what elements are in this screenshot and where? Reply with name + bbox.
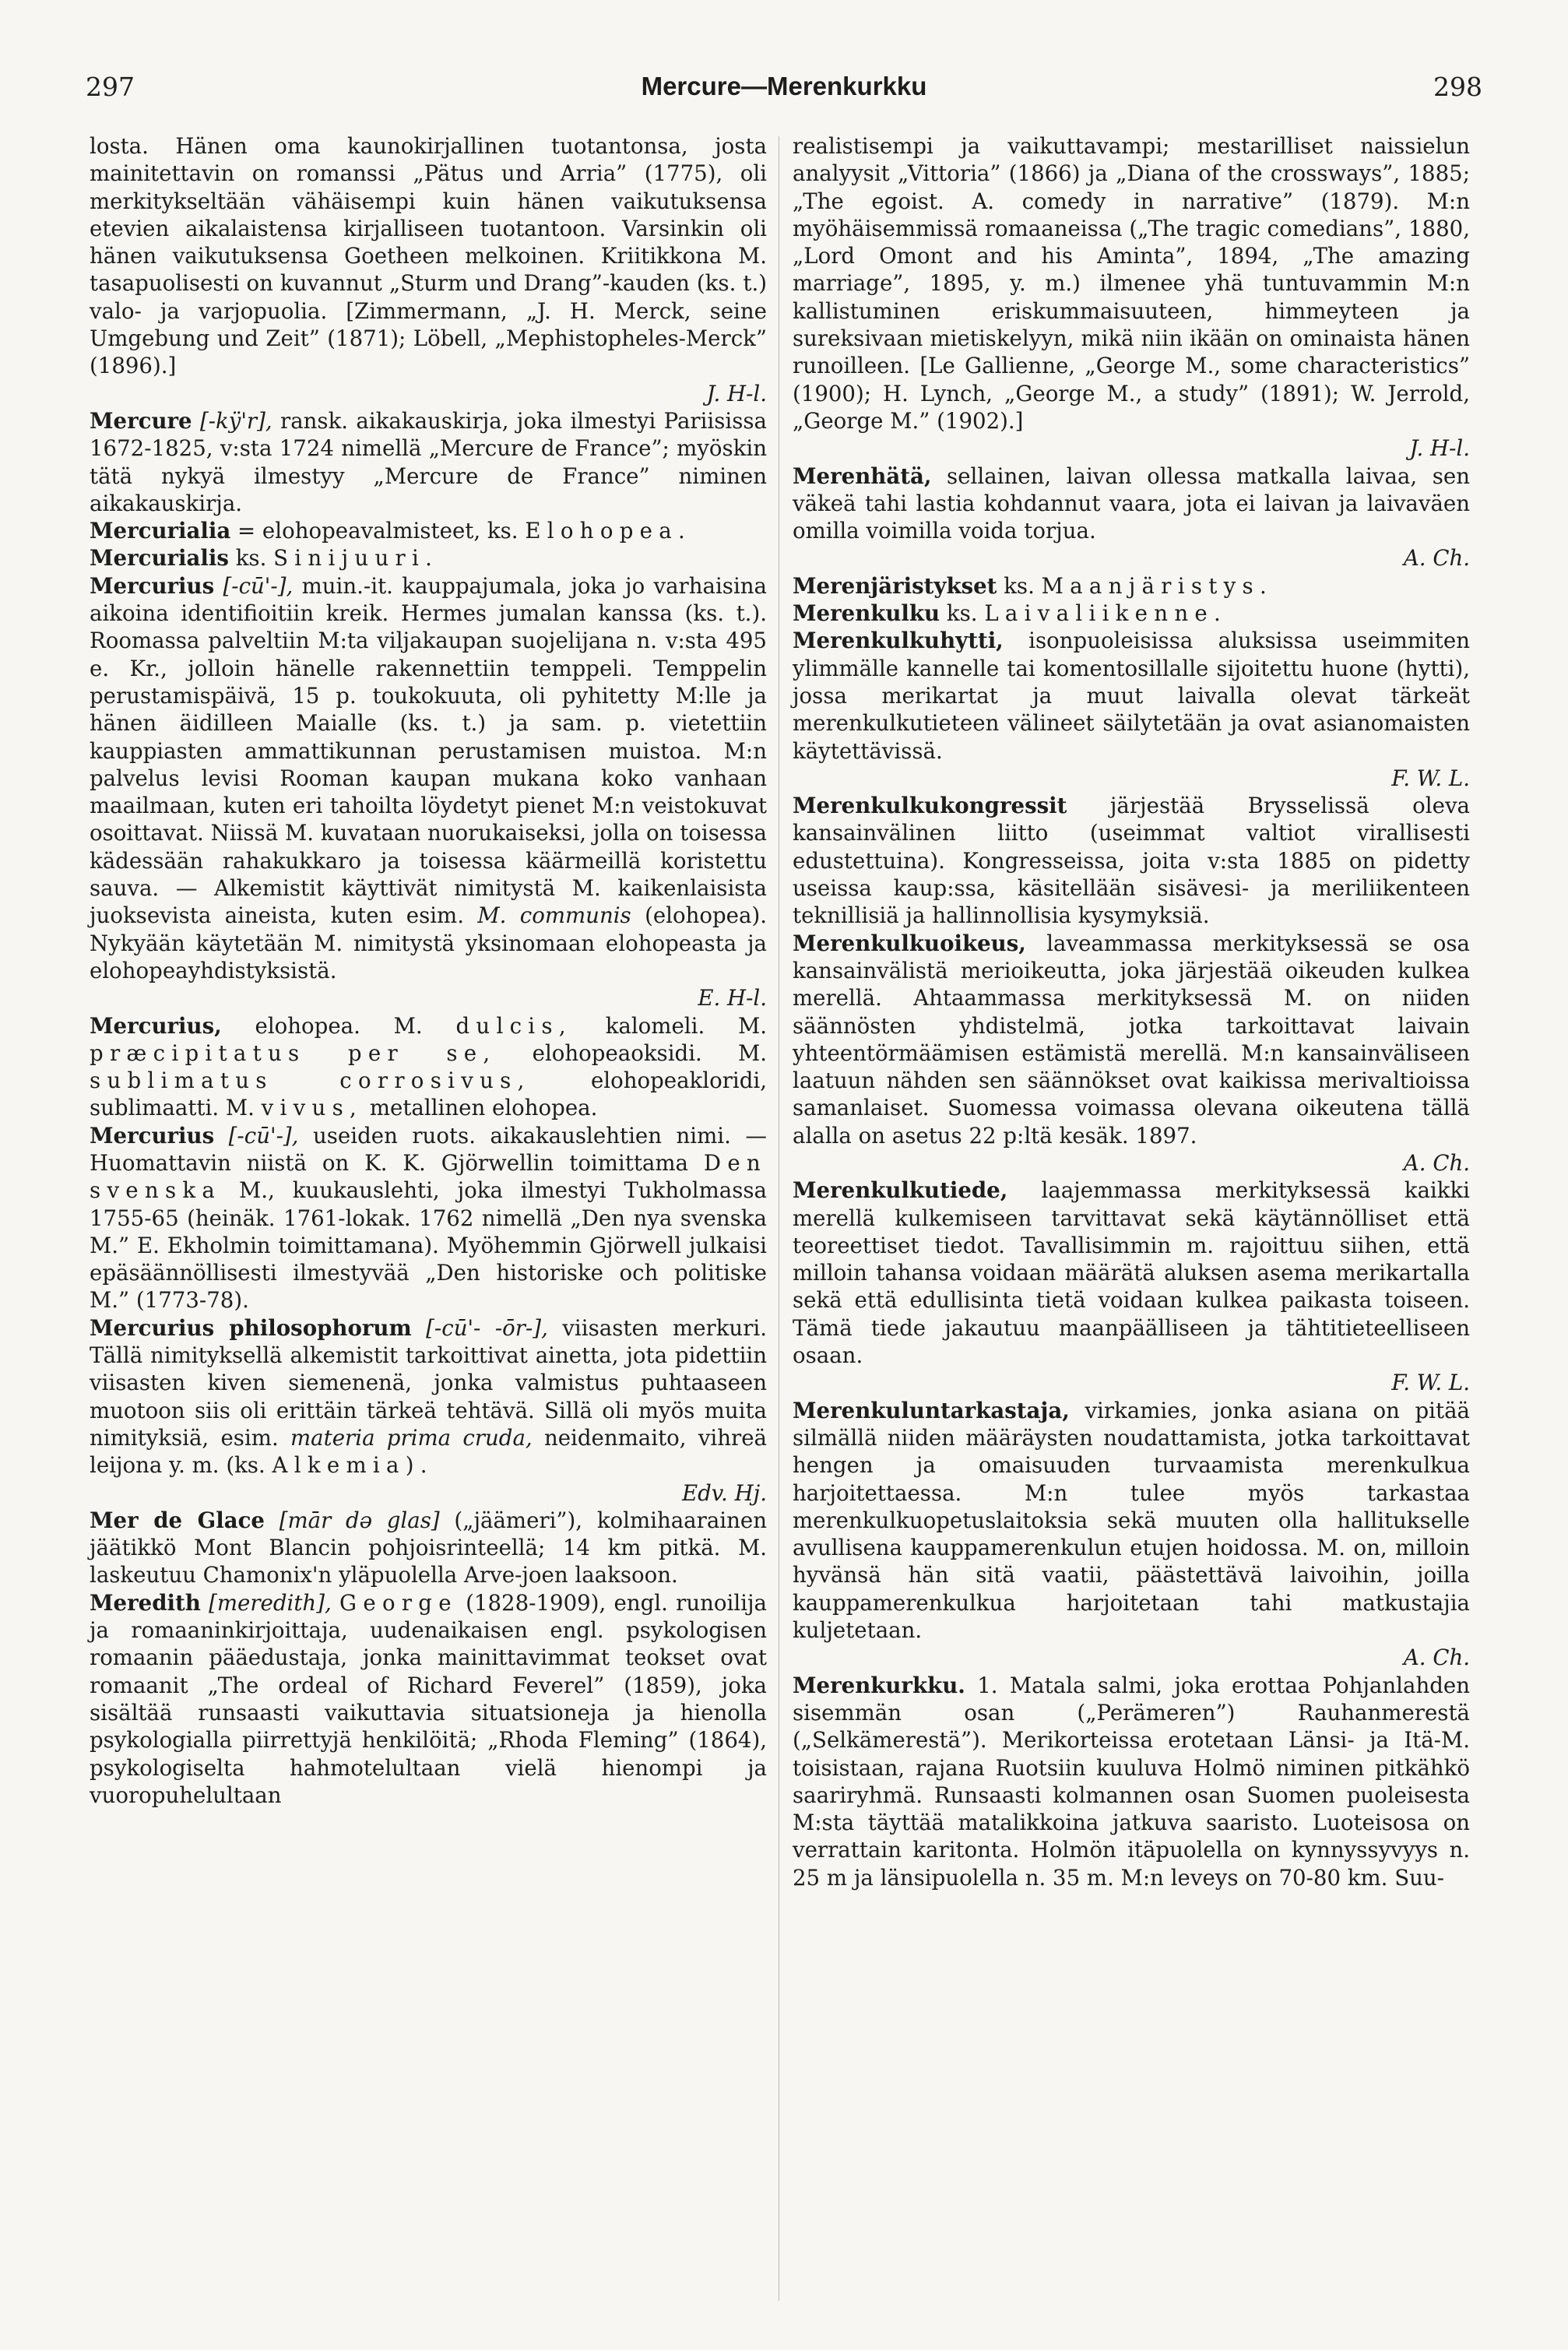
entry-text: useiden ruots. aikakauslehtien nimi. — Huomattavin niistä on K. K. Gjörwellin toimittama: [90, 1122, 768, 1176]
page-number-right: 298: [1433, 72, 1482, 102]
page-number-left: 297: [86, 72, 135, 102]
spaced-term: Den svenska: [90, 1149, 767, 1204]
entry-text: 1. Matala salmi, joka erottaa Pohjanlahden sisemmän osan („Perämeren”) Rauhanmerestä („Selkämerestä”). Merikorteissa erotetaan Länsi- ja Itä-M. toisistaan, rajana Ruotsiin kuuluva Holmö niminen pitkähkö saariryhmä. Runsaasti kolmannen osan Suomen puoleisesta M:sta täyttää matalikkoina jatkuva saaristo. Luoteisosa on verrattain karitonta. Holmön itäpuolella on kynnyssyvyys n. 25 m ja länsipuolella n. 35 m. M:n leveys on 70-80 km. Suu-: [793, 1672, 1470, 1891]
author-signature: A. Ch.: [1403, 1149, 1470, 1176]
cross-reference: Elohopea.: [525, 518, 692, 544]
headword: Merenkulkukongressit: [793, 793, 1067, 819]
pronunciation: [-kÿ'r],: [199, 407, 272, 434]
entry-meredith-continued: [793, 132, 1470, 463]
headword: Mercurialis: [90, 545, 229, 572]
author-signature: A. Ch.: [1403, 545, 1470, 572]
entry-text: M., kuukauslehti, joka ilmestyi Tukholmassa 1755-65 (heinäk. 1761-lokak. 1762 nimellä „Den nya svenska M.” E. Ekholmin toimittamana). Myöhemmin Gjörwell julkaisi epäsäännöllisesti ilmestyvää „Den historiske och politiske M.” (1773-78).: [90, 1177, 767, 1314]
entry-text: metallinen elohopea.: [369, 1095, 598, 1121]
left-column: [90, 132, 767, 1809]
entry-merenkuluntarkastaja: [793, 1397, 1470, 1672]
cross-reference: Maanjäristys.: [1041, 572, 1274, 599]
entry-text: = elohopeavalmisteet, ks.: [237, 518, 519, 544]
spaced-term: George: [339, 1589, 458, 1616]
entry-text: ks.: [1004, 572, 1035, 599]
pronunciation: [-cū'- -ōr-],: [426, 1314, 548, 1341]
entry-mercurius-journal: [90, 1122, 767, 1314]
entry-text: elohopea. M.: [255, 1012, 423, 1039]
cross-reference: Sinijuuri.: [273, 545, 439, 572]
entry-text: laveammassa merkityksessä se osa kansainvälistä merioikeutta, joka järjestää oikeuden kulkea merellä. Ahtaammassa merkityksessä M. on niiden säännösten yhdistelmä, jotka tarkoittavat laivain yhteentörmäämisen estämistä merellä. M:n kansainväliseen laatuun nähden sen säännökset ovat kaikissa merivaltioissa samanlaiset. Suomessa voimassa olevana oikeutena tällä alalla on asetus 22 p:ltä kesäk. 1897.: [793, 930, 1470, 1149]
entry-mercurialia: [90, 517, 767, 544]
author-signature: E. H-l.: [698, 985, 767, 1011]
entry-text: viisasten merkuri. Tällä nimityksellä alkemistit tarkoittivat ainetta, jota pidettiin viisasten kiven siemenenä, jonka valmistus puhtaaseen muotoon siis oli erittäin tärkeä tehtävä. Sillä oli myös muita nimityksiä, esim.: [90, 1314, 767, 1451]
headword: Merenkuluntarkastaja,: [793, 1397, 1070, 1423]
author-signature: Edv. Hj.: [681, 1479, 767, 1506]
cross-reference: Laivaliikenne.: [984, 600, 1228, 627]
page-title: Mercure—Merenkurkku: [641, 72, 927, 100]
headword: Merenkulkuoikeus,: [793, 930, 1026, 956]
spaced-term: præcipitatus per se,: [90, 1040, 497, 1066]
entry-text: isonpuoleisissa aluksissa useimmiten ylimmälle kannelle tai komentosillalle sijoitettu huone (hytti), jossa merikartat ja muut laivalla olevat tärkeät merenkulkutieteen välineet säilytetään ja ovat asianomaisten käytettävissä.: [793, 628, 1470, 764]
headword: Mer de Glace: [90, 1507, 265, 1533]
entry-text: losta. Hänen oma kaunokirjallinen tuotantonsa, josta mainitettavin on romanssi „Pätus und Arria” (1775), oli merkitykseltään vähäisempi kuin hänen vaikutuksensa etevien aikalaistensa kirjalliseen tuotantoon. Varsinkin oli hänen vaikutuksensa Goetheen melkoinen. Kriitikkona M. tasapuolisesti on kuvannut „Sturm und Drang”-kauden (ks. t.) valo- ja varjopuolia. [Zimmermann, „J. H. Merck, seine Umgebung und Zeit” (1871); Löbell, „Mephistopheles-Merck” (1896).]: [90, 133, 767, 379]
entry-mercurius-god: [90, 572, 767, 1012]
author-signature: F. W. L.: [1391, 1370, 1470, 1396]
entry-merenkulku: [793, 600, 1470, 627]
headword: Mercurius,: [90, 1012, 222, 1039]
entry-merenkulkuoikeus: [793, 930, 1470, 1177]
entry-text: sellainen, laivan ollessa matkalla laivaa, sen väkeä tahi lastia kohdannut vaara, jota ei laivan ja laivaväen omilla voimilla voida torjua.: [793, 463, 1470, 544]
author-signature: F. W. L.: [1391, 765, 1470, 791]
entry-text: ks.: [946, 600, 978, 627]
entry-text: ransk. aikakauskirja, joka ilmestyi Pariisissa 1672-1825, v:sta 1724 nimellä „Mercure de France”; myöskin tätä nykyä ilmestyy „Mercure de France” niminen aikakauskirja.: [90, 407, 767, 516]
spaced-term: vivus,: [261, 1095, 364, 1121]
headword: Mercurius philosophorum: [90, 1314, 412, 1341]
entry-text: neidenmaito, vihreä leijona y. m. (ks.: [90, 1424, 767, 1479]
entry-merenkulkutiede: [793, 1177, 1470, 1396]
entry-text: järjestää Brysselissä oleva kansainvälinen liitto (useimmat valtiot virallisesti edustettuina). Kongresseissa, joita v:sta 1885 on pidetty useissa kaup:ssa, käsitellään sisävesi- ja meriliikenteen teknillisiä ja hallinnollisia kysymyksiä.: [793, 793, 1470, 929]
headword: Merenjäristykset: [793, 572, 997, 599]
entry-text: elohopeaoksidi. M.: [532, 1040, 767, 1066]
entry-text: (1828-1909), engl. runoilija ja romaaninkirjoittaja, uudenaikaisen engl. psykologisen romaanin pääedustaja, jonka mainittavimmat teokset ovat romaanit „The ordeal of Richard Feverel” (1859), joka sisältää runsaasti vaikuttavia situatsioneja ja hienolla psykologialla piirrettyjä henkilöitä; „Rhoda Fleming” (1864), psykologiselta hahmotelultaan vielä hienompi ja vuoropuhelultaan: [90, 1589, 767, 1808]
headword: Meredith: [90, 1589, 201, 1616]
author-signature: A. Ch.: [1403, 1645, 1470, 1671]
running-head: [86, 72, 1482, 118]
entry-merck-continued: [90, 132, 767, 407]
entry-mercurialis: [90, 544, 767, 572]
entry-merenjaristykset: [793, 572, 1470, 600]
headword: Merenkulku: [793, 600, 940, 627]
right-column: [793, 132, 1470, 1891]
entry-text: („jäämeri”), kolmihaarainen jäätikkö Mont Blancin pohjoisrinteellä; 14 km pitkä. M. laskeutuu Chamonix'n yläpuolella Arve-joen laaksoon.: [90, 1507, 767, 1588]
entry-merenkulkuhytti: [793, 627, 1470, 792]
entry-merenhata: [793, 463, 1470, 572]
italic-term: materia prima cruda,: [290, 1424, 533, 1451]
pronunciation: [-cū'-],: [228, 1122, 299, 1149]
entry-merenkurkku: [793, 1672, 1470, 1891]
entry-merenkulkukongressit: [793, 792, 1470, 929]
headword: Mercurialia: [90, 518, 231, 544]
entry-text: elohopeakloridi, sublimaatti. M.: [90, 1068, 767, 1121]
entry-mercure: [90, 407, 767, 517]
pronunciation: [meredith],: [209, 1589, 332, 1616]
entry-text: (elohopea). Nykyään käytetään M. nimitystä yksinomaan elohopeasta ja elohopeayhdistyksistä.: [90, 902, 767, 983]
author-signature: J. H-l.: [706, 380, 767, 406]
entry-text: virkamies, jonka asiana on pitää silmällä niiden määräysten noudattamista, jotka tarkoittavat hengen ja omaisuuden turvaamista merenkulkua harjoitettaessa. M:n tulee myös tarkastaa merenkulkuopetuslaitoksia sekä muuten olla hallitukselle avullisena kauppamerenkulun etujen hoidossa. M. on, milloin hyvänsä hän sitä vaatii, päästettävä laivoihin, joilla kauppamerenkulkua harjoitetaan tahi matkustajia kuljetetaan.: [793, 1397, 1470, 1644]
entry-meredith: [90, 1589, 767, 1809]
entry-text: laajemmassa merkityksessä kaikki merellä kulkemiseen tarvittavat sekä käytännölliset että teoreettiset tiedot. Tavallisimmin m. rajoittuu siihen, että milloin tahansa voidaan määrätä aluksen asema merikartalla sekä että edullisinta tietä voidaan kulkea paikasta toiseen. Tämä tiede jakautuu maanpäälliseen ja tähtitieteelliseen osaan.: [793, 1177, 1470, 1369]
spaced-term: sublimatus corrosivus,: [90, 1068, 531, 1094]
entry-text: muin.-it. kauppajumala, joka jo varhaisina aikoina identifioitiin kreik. Hermes jumalan kanssa (ks. t.). Roomassa palveltiin M:ta viljakaupan suojelijana n. v:sta 495 e. Kr., jolloin hänelle rakennettiin temppeli. Temppelin perustamispäivä, 15 p. toukokuuta, oli pyhitetty M:lle ja hänen äidilleen Maialle (ks. t.) ja sam. p. vietettiin kauppiasten ammattikunnan perustamisen muistoa. M:n palvelus levisi Rooman kaupan mukana koko vanhaan maailmaan, kuten eri tahoilta löydetyt pienet M:n veistokuvat osoittavat. Niissä M. kuvataan nuorukaiseksi, jolla on toisessa kädessään rahakukkaro ja toisessa käärmeillä koristettu sauva. — Alkemistit käyttivät nimitystä M. kaikenlaisista juoksevista aineista, kuten esim.: [90, 572, 768, 929]
cross-reference: Alkemia).: [272, 1452, 434, 1479]
entry-text: realistisempi ja vaikuttavampi; mestarilliset naissielun analyysit „Vittoria” (1866) ja „Diana of the crossways”, 1885; „The egoist. A. comedy in narrative” (1879). M:n myöhäisemmissä romaaneissa („The tragic comedians”, 1880, „Lord Omont and his Aminta”, 1894, „The amazing marriage”, 1895, y. m.) ilmenee yhä tuntuvammin M:n kallistuminen eriskummaisuuteen, himmeyteen ja sureksivaan mietiskelyyn, mikä niin ikään on ominaista hänen runoilleen. [Le Gallienne, „George M., some characteristics” (1900); H. Lynch, „George M., a study” (1891); W. Jerrold, „George M.” (1902).]: [793, 133, 1470, 434]
italic-term: M. communis: [477, 902, 631, 929]
pronunciation: [mār də glas]: [279, 1507, 440, 1533]
headword: Merenkulkuhytti,: [793, 628, 1004, 654]
headword: Mercurius: [90, 1122, 215, 1149]
spaced-term: dulcis,: [455, 1012, 572, 1039]
headword: Merenkulkutiede,: [793, 1177, 1008, 1204]
entry-mer-de-glace: [90, 1507, 767, 1589]
entry-text: kalomeli. M.: [605, 1012, 768, 1039]
headword: Mercurius: [90, 572, 215, 599]
headword: Merenkurkku.: [793, 1672, 965, 1698]
headword: Merenhätä,: [793, 463, 932, 489]
author-signature: J. H-l.: [1409, 435, 1470, 462]
headword: Mercure: [90, 407, 192, 434]
entry-mercurius-philosophorum: [90, 1314, 767, 1507]
entry-mercurius-mercury: [90, 1012, 767, 1122]
entry-text: ks.: [235, 545, 267, 572]
pronunciation: [-cū'-],: [223, 572, 294, 599]
